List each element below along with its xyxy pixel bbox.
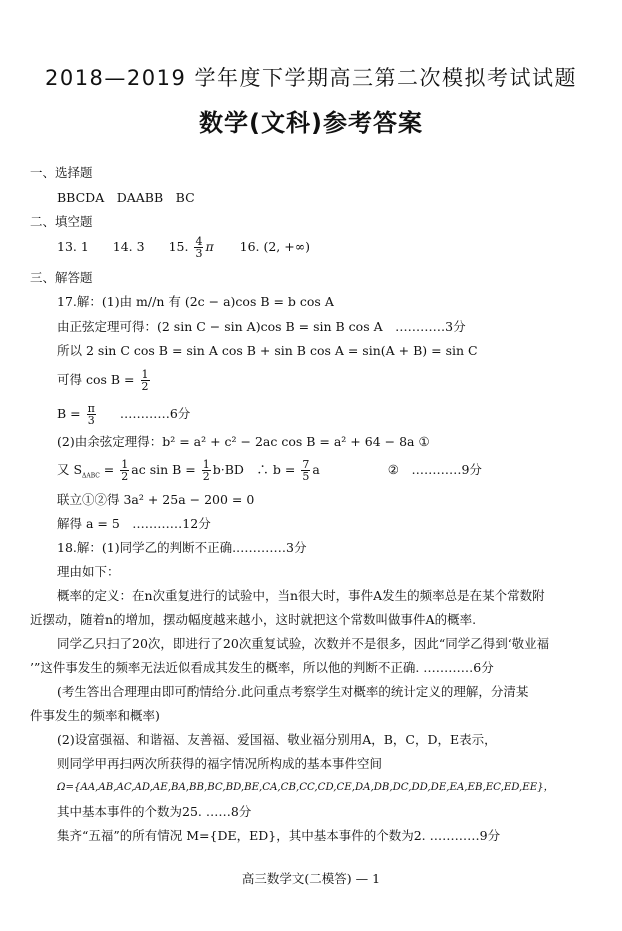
answer-15-fraction: $\frac{4}{3}$	[195, 235, 203, 260]
q18-line-3: 概率的定义：在n次重复进行的试验中，当n很大时，事件A发生的频率总是在某个常数附	[57, 588, 545, 603]
q18-line-7: (考生答出合理理由即可酌情给分.此问重点考察学生对概率的统计定义的理解，分清某	[57, 684, 529, 699]
answer-13: 13. 1	[57, 239, 89, 254]
choice-answers: BBCDA DAABB BC	[57, 190, 195, 205]
answer-15-suffix: π	[205, 239, 214, 254]
q17-line-8: 联立①②得 3a² + 25a − 200 = 0	[57, 492, 255, 507]
answer-key-subtitle: 数学(文科)参考答案	[199, 109, 423, 137]
answer-15-prefix: 15.	[168, 239, 189, 254]
q18-line-11: Ω={AA,AB,AC,AD,AE,BA,BB,BC,BD,BE,CA,CB,CC,CD,CE,DA,DB,DC,DD,DE,EA,EB,EC,ED,EE}，	[57, 782, 554, 793]
q18-line-9: (2)设富强福、和谐福、友善福、爱国福、敬业福分别用A，B，C，D，E表示，	[57, 732, 497, 747]
q18-line-12: 其中基本事件的个数为25. ……8分	[57, 804, 252, 819]
q17-line-4: 可得 cos B = $\frac{1}{2}$	[57, 368, 149, 393]
section-fill-heading: 二、填空题	[30, 214, 93, 229]
q17-line-7: 又 $S_{\Delta ABC}$ = $\frac{1}{2}$ ac sin B = $\frac{1}{2}$ b·BD ∴ b = $\frac{7}{5}$ a ② …………9分	[57, 458, 482, 483]
answer-16: 16. (2, +∞)	[239, 239, 311, 254]
q18-line-6: ’”这件事发生的频率无法近似看成其发生的概率，所以他的判断不正确. …………6分	[30, 660, 494, 675]
q17-line-5: B = $\frac{\pi}{3}$ …………6分	[57, 402, 191, 427]
q18-line-2: 理由如下：	[57, 564, 120, 579]
section-choice-heading: 一、选择题	[30, 165, 93, 180]
q17-line-1: 17.解：(1)由 m//n 有 (2c − a)cos B = b cos A	[57, 294, 334, 309]
q17-line-9: 解得 a = 5 …………12分	[57, 516, 211, 531]
q18-line-8: 件事发生的频率和概率)	[30, 708, 160, 723]
q17-line-6: (2)由余弦定理得：b² = a² + c² − 2ac cos B = a² + 64 − 8a ①	[57, 434, 430, 449]
q18-line-4: 近摆动，随着n的增加，摆动幅度越来越小，这时就把这个常数叫做事件A的概率.	[30, 612, 477, 627]
q17-line-2: 由正弦定理可得：(2 sin C − sin A)cos B = sin B cos A …………3分	[57, 319, 466, 334]
fill-answers	[57, 234, 310, 260]
q18-line-13: 集齐“五福”的所有情况 M={DE，ED}，其中基本事件的个数为2. …………9分	[57, 828, 501, 843]
q18-line-10: 则同学甲再扫两次所获得的福字情况所构成的基本事件空间	[57, 756, 383, 771]
q18-line-5: 同学乙只扫了20次，即进行了20次重复试验，次数并不是很多，因此“同学乙得到‘敬业福	[57, 636, 550, 651]
exam-title: 2018—2019 学年度下学期高三第二次模拟考试试题	[44, 66, 578, 90]
section-solve-heading: 三、解答题	[30, 270, 93, 285]
answer-14: 14. 3	[112, 239, 145, 254]
page-footer: 高三数学文(二模答) — 1	[241, 871, 381, 886]
q17-line-3: 所以 2 sin C cos B = sin A cos B + sin B cos A = sin(A + B) = sin C	[57, 343, 478, 358]
q18-line-1: 18.解：(1)同学乙的判断不正确.…………3分	[57, 540, 307, 555]
